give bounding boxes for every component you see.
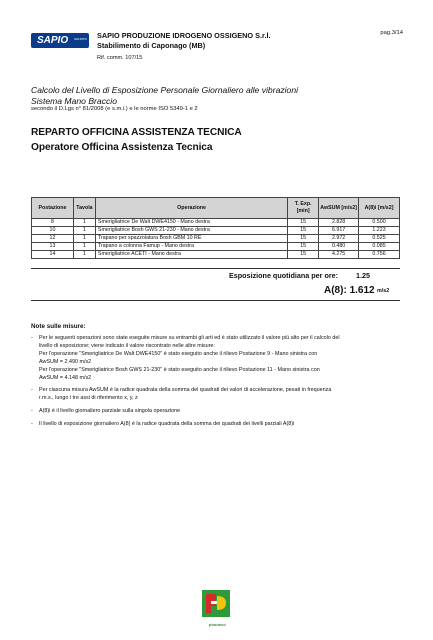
notes-title: Note sulle misure:	[31, 323, 86, 330]
cell-texp: 15	[288, 227, 319, 235]
cell-postazione: 12	[32, 235, 74, 243]
table-row	[32, 227, 400, 235]
doc-title-line2: Sistema Mano Braccio	[31, 96, 117, 106]
col-texp: T. Exp. [min]	[288, 198, 319, 219]
col-operazione: Operazione	[95, 198, 287, 219]
note-bullet: -	[31, 421, 33, 428]
cell-tavola: 1	[73, 227, 95, 235]
commission-ref: Rif. comm. 107/15	[97, 55, 143, 61]
cell-a8i: 0.525	[359, 235, 400, 243]
measurement-table	[31, 197, 400, 259]
note-bullet: -	[31, 408, 33, 415]
note-item	[31, 387, 403, 403]
logo-white-stripe	[211, 601, 217, 604]
a8-result	[324, 285, 375, 296]
note-line: AwSUM = 4.148 m/s2	[39, 374, 92, 381]
col-tavola: Tavola	[73, 198, 95, 219]
cell-postazione: 14	[32, 251, 74, 259]
cell-postazione: 8	[32, 219, 74, 227]
doc-title-line1: Calcolo del Livello di Esposizione Personale Giornaliero alle vibrazioni	[31, 85, 299, 95]
note-bullet: -	[31, 335, 33, 341]
cell-postazione: 10	[32, 227, 74, 235]
note-bullet: -	[31, 387, 33, 394]
table-header-row	[32, 198, 400, 219]
department-heading: REPARTO OFFICINA ASSISTENZA TECNICA	[31, 127, 242, 138]
table-row	[32, 235, 400, 243]
cell-a8i: 0.756	[359, 251, 400, 259]
note-item	[31, 335, 403, 382]
cell-operazione: Smerigliatrice Bosh GWS 21-230 - Mano destra	[95, 227, 287, 235]
cell-postazione: 13	[32, 243, 74, 251]
sapio-logo-sub: GRUPPO	[73, 37, 87, 41]
doc-title-line3: secondo il D.Lgs n° 81/2008 (e s.m.i.) e le norme ISO 5349-1 e 2	[31, 106, 198, 112]
daily-exposure-label: Esposizione quotidiana per ore:	[229, 271, 339, 280]
divider-top	[31, 268, 400, 269]
cell-tavola: 1	[73, 251, 95, 259]
sapio-logo-text: SAPIO	[37, 35, 69, 46]
note-line: Il livello di esposizione giornaliero A(8) è la radice quadrata della somma dei quadrati dei livelli parziali A(8)i	[39, 421, 295, 428]
phoneco-logo-text: phoneco	[209, 622, 226, 627]
daily-exposure-value: 1.25	[356, 271, 370, 280]
cell-a8i: 0.085	[359, 243, 400, 251]
divider-bottom	[31, 300, 400, 301]
cell-a8i: 0.500	[359, 219, 400, 227]
cell-operazione: Smerigliatrice ACETI - Mano destra	[95, 251, 287, 259]
note-line: Per le seguenti operazioni sono state eseguite misure su entrambi gli arti ed è stato utilizzato il valore più alto per il calcolo del	[39, 335, 340, 341]
col-postazione: Postazione	[32, 198, 74, 219]
cell-awsum: 2.828	[319, 219, 359, 227]
cell-awsum: 4.275	[319, 251, 359, 259]
cell-awsum: 2.972	[319, 235, 359, 243]
page-number: pag.3/14	[380, 30, 403, 36]
note-line: Per l'operazione "Smerigliatrice Bosh GWS 21-230" è stato eseguito anche il rilievo Postazione 11 - Mano sinistra con	[39, 366, 320, 373]
cell-texp: 15	[288, 251, 319, 259]
cell-texp: 15	[288, 219, 319, 227]
table-row	[32, 219, 400, 227]
phoneco-logo-icon	[202, 590, 230, 624]
note-line: Per l'operazione "Smerigliatrice De Walt DWE4150" è stato eseguito anche il rilievo Postazione 9 - Mano sinistra con	[39, 350, 318, 357]
notes-list	[31, 335, 403, 434]
cell-operazione: Trapano per spazzolatura Bosh GBM 10 RE	[95, 235, 287, 243]
cell-texp: 15	[288, 243, 319, 251]
sapio-logo	[31, 33, 89, 48]
plant-name: Stabilimento di Caponago (MB)	[97, 41, 206, 50]
note-item	[31, 408, 403, 416]
note-line: AwSUM = 2.490 m/s2	[39, 358, 92, 365]
cell-awsum: 6.917	[319, 227, 359, 235]
cell-operazione: Trapano a colonna Famup - Mano destra	[95, 243, 287, 251]
col-a8i: A(8)i [m/s2]	[359, 198, 400, 219]
cell-tavola: 1	[73, 219, 95, 227]
cell-tavola: 1	[73, 243, 95, 251]
col-awsum: AwSUM [m/s2]	[319, 198, 359, 219]
table-row	[32, 243, 400, 251]
note-line: A(8)i è il livello giornaliero parziale sulla singola operazione	[39, 408, 181, 415]
company-name: SAPIO PRODUZIONE IDROGENO OSSIGENO S.r.l.	[97, 31, 271, 40]
a8-label: A(8):	[324, 285, 347, 296]
table-row	[32, 251, 400, 259]
cell-operazione: Smerigliatrice De Walt DWE4150 - Mano destra	[95, 219, 287, 227]
note-line: Per ciascuna misura AwSUM è la radice quadrata della somma dei quadrati dei valori di accelerazione, pesati in frequenza	[39, 387, 332, 394]
a8-value: 1.612	[349, 285, 375, 296]
note-line: livello di esposizione; viene indicato il valore riscontrato nelle altre misure:	[39, 342, 215, 349]
cell-awsum: 0.480	[319, 243, 359, 251]
note-item	[31, 421, 403, 429]
a8-unit: m/s2	[377, 288, 390, 294]
cell-a8i: 1.223	[359, 227, 400, 235]
note-line: r.m.s., lungo i tre assi di riferimento x, y, z	[39, 395, 138, 402]
cell-tavola: 1	[73, 235, 95, 243]
operator-heading: Operatore Officina Assistenza Tecnica	[31, 142, 213, 153]
cell-texp: 15	[288, 235, 319, 243]
